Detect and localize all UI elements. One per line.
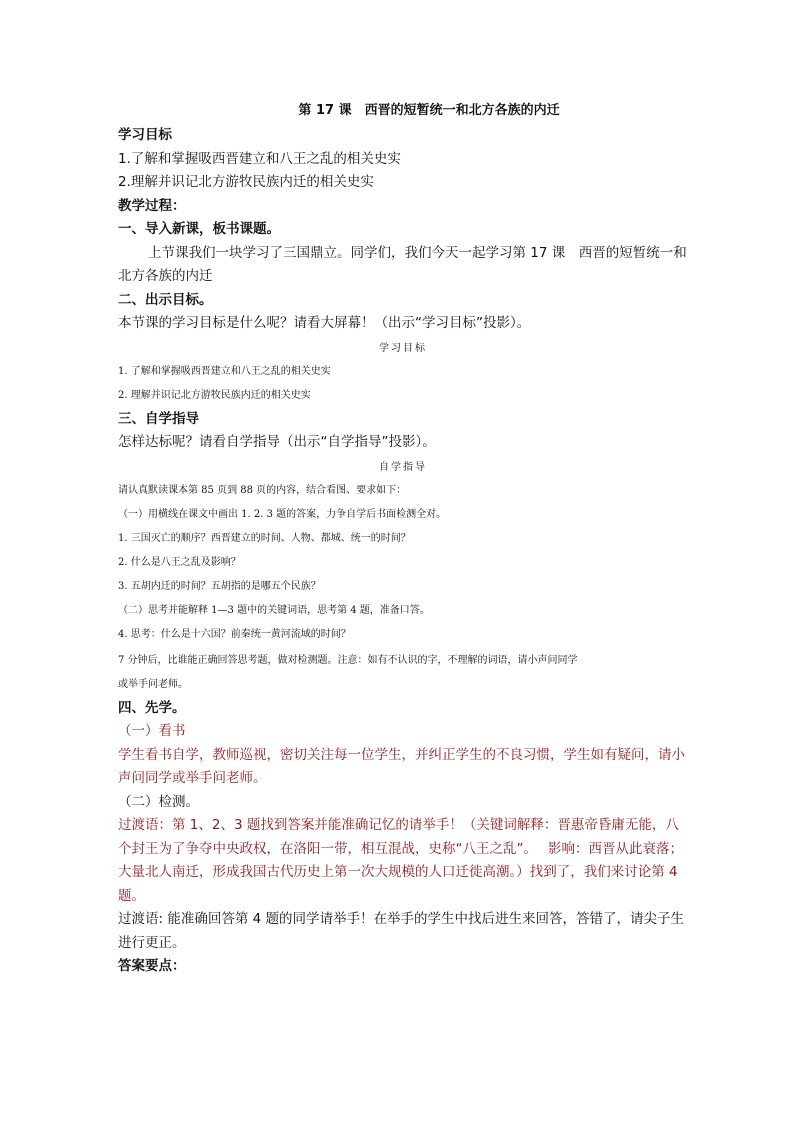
transition-text-2: 过渡语: 能准确回答第 4 题的同学请举手！在举手的学生中找后进生来回答，答错了，请尖子生进行更正。 <box>118 911 685 951</box>
subsection-read-heading: （一）看书 <box>118 723 186 739</box>
objective-item: 2.理解并识记北方游牧民族内迁的相关史实 <box>118 174 374 190</box>
subsection-test-heading: （二）检测。 <box>118 793 199 810</box>
projection-objective-item: 2. 理解并识记北方游牧民族内迁的相关史实 <box>118 389 311 401</box>
lesson-title: 第 17 课 西晋的短暂统一和北方各族的内迁 <box>298 103 560 118</box>
projection-guide-title: 自学指导 <box>379 461 427 473</box>
projection-guide-item: （一）用横线在课文中画出 1. 2. 3 题的答案，力争自学后书面检测全对。 <box>118 508 447 520</box>
section-1-text: 上节课我们一块学习了三国鼎立。同学们，我们今天一起学习第 17 课 西晋的短暂统一和北方各族的内迁 <box>118 244 687 284</box>
projection-guide-item: 或举手问老师。 <box>118 678 188 690</box>
section-2-heading: 二、出示目标。 <box>118 291 213 308</box>
section-3-text: 怎样达标呢？请看自学指导（出示“自学指导”投影）。 <box>118 434 436 450</box>
projection-guide-item: （二）思考并能解释 1—3 题中的关键词语，思考第 4 题，准备口答。 <box>118 604 430 616</box>
subsection-read-text: 学生看书自学，教师巡视，密切关注每一位学生，并纠正学生的不良习惯，学生如有疑问，请小声问同学或举手问老师。 <box>118 746 685 786</box>
answer-points-heading: 答案要点： <box>118 958 186 974</box>
projection-guide-item: 请认真默读课本第 85 页到 88 页的内容，结合看图、要求如下： <box>118 484 407 496</box>
section-4-heading: 四、先学。 <box>118 699 186 716</box>
section-3-heading: 三、自学指导 <box>118 410 199 427</box>
projection-guide-item: 1. 三国灭亡的顺序？西晋建立的时间、人物、都城、统一的时间？ <box>118 532 411 544</box>
projection-guide-item: 7 分钟后，比谁能正确回答思考题，做对检测题。注意：如有不认识的字，不理解的词语，请小声问同学 <box>118 654 578 666</box>
projection-guide-item: 2. 什么是八王之乱及影响？ <box>118 556 241 568</box>
projection-guide-item: 3. 五胡内迁的时间？五胡指的是哪五个民族？ <box>118 580 321 592</box>
objective-item: 1.了解和掌握吸西晋建立和八王之乱的相关史实 <box>118 150 401 167</box>
document-body <box>118 100 688 979</box>
transition-text-1: 过渡语：第 1、2、3 题找到答案并能准确记忆的请举手！（关键词解释：晋惠帝昏庸无能，八个封王为了争夺中央政权，在洛阳一带，相互混战，史称“八王之乱”。 影响：西晋从此衰落；大量北人南迁，形成我国古代历史上第一次大规模的人口迁徙高潮。）找到了，我们来讨论第 4 题。 <box>118 817 684 904</box>
projection-objectives-title: 学习目标 <box>379 342 427 354</box>
section-2-text: 本节课的学习目标是什么呢？请看大屏幕！（出示“学习目标”投影）。 <box>118 315 531 331</box>
projection-guide-item: 4. 思考：什么是十六国？前秦统一黄河流域的时间？ <box>118 628 351 640</box>
section-1-heading: 一、导入新课，板书课题。 <box>118 221 280 237</box>
process-heading: 教学过程： <box>118 197 186 214</box>
objectives-heading: 学习目标 <box>118 127 172 143</box>
projection-objective-item: 1. 了解和掌握吸西晋建立和八王之乱的相关史实 <box>118 365 331 377</box>
